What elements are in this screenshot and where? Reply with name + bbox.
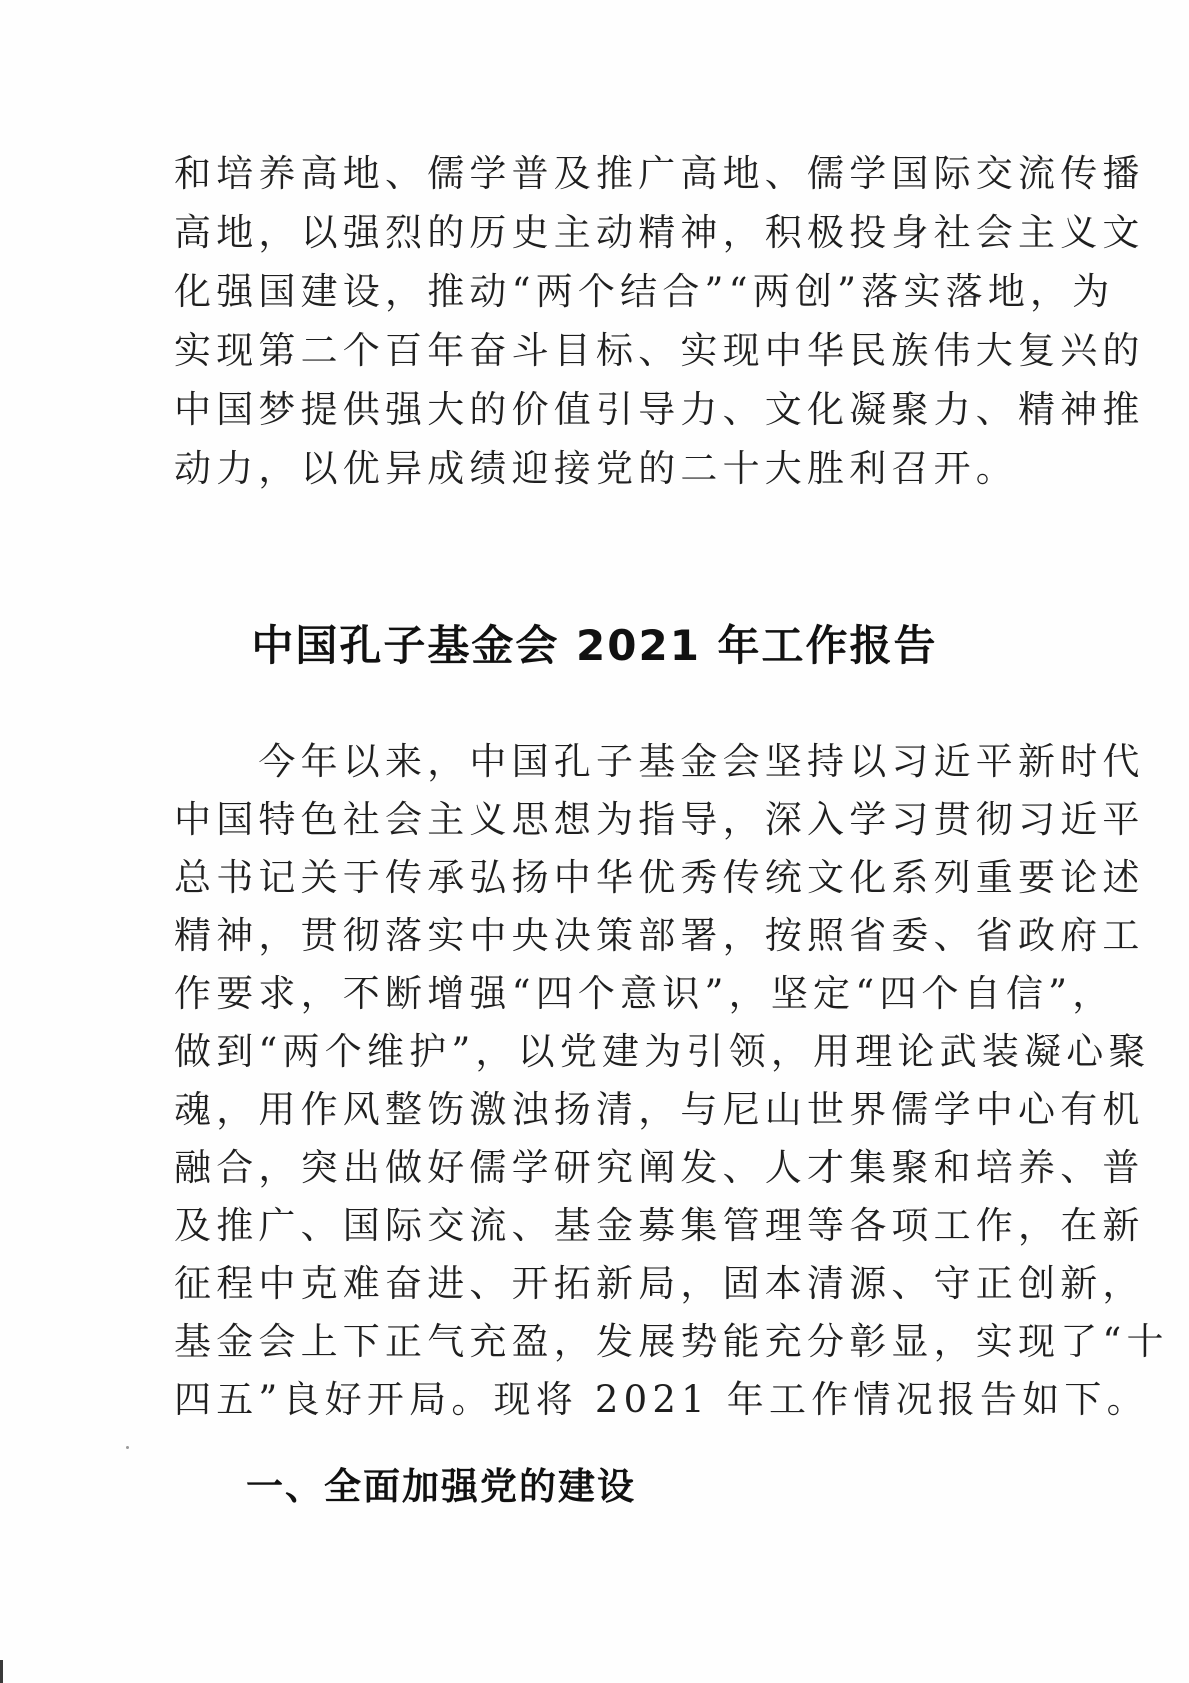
body-line-3: 总书记关于传承弘扬中华优秀传统文化系列重要论述 xyxy=(174,856,1145,899)
body-line-8: 融合，突出做好儒学研究阐发、人才集聚和培养、普 xyxy=(174,1146,1145,1189)
body-line-6: 做到“两个维护”，以党建为引领，用理论武装凝心聚 xyxy=(174,1030,1151,1073)
body-line-7: 魂，用作风整饬激浊扬清，与尼山世界儒学中心有机 xyxy=(174,1088,1145,1131)
intro-line-2: 高地，以强烈的历史主动精神，积极投身社会主义文 xyxy=(174,211,1145,254)
intro-line-3: 化强国建设，推动“两个结合”“两创”落实落地，为 xyxy=(174,270,1115,313)
scan-speck xyxy=(126,1446,129,1449)
intro-line-4: 实现第二个百年奋斗目标、实现中华民族伟大复兴的 xyxy=(174,329,1145,372)
intro-line-1: 和培养高地、儒学普及推广高地、儒学国际交流传播 xyxy=(174,152,1145,195)
body-line-2: 中国特色社会主义思想为指导，深入学习贯彻习近平 xyxy=(174,798,1145,841)
body-line-5: 作要求，不断增强“四个意识”，坚定“四个自信”， xyxy=(174,972,1115,1015)
body-line-4: 精神，贯彻落实中央决策部署，按照省委、省政府工 xyxy=(174,914,1145,957)
scan-edge-mark xyxy=(0,1660,3,1683)
report-title: 中国孔子基金会 2021 年工作报告 xyxy=(251,621,938,670)
body-line-10: 征程中克难奋进、开拓新局，固本清源、守正创新， xyxy=(174,1262,1145,1305)
body-line-11: 基金会上下正气充盈，发展势能充分彰显，实现了“十 xyxy=(174,1320,1169,1363)
body-line-1: 今年以来，中国孔子基金会坚持以习近平新时代 xyxy=(174,740,1145,783)
section-heading: 一、全面加强党的建设 xyxy=(246,1465,636,1508)
intro-line-5: 中国梦提供强大的价值引导力、文化凝聚力、精神推 xyxy=(174,388,1145,431)
intro-line-6: 动力，以优异成绩迎接党的二十大胜利召开。 xyxy=(174,447,1018,490)
body-line-12: 四五”良好开局。现将 2021 年工作情况报告如下。 xyxy=(174,1378,1149,1421)
body-line-9: 及推广、国际交流、基金募集管理等各项工作，在新 xyxy=(174,1204,1145,1247)
